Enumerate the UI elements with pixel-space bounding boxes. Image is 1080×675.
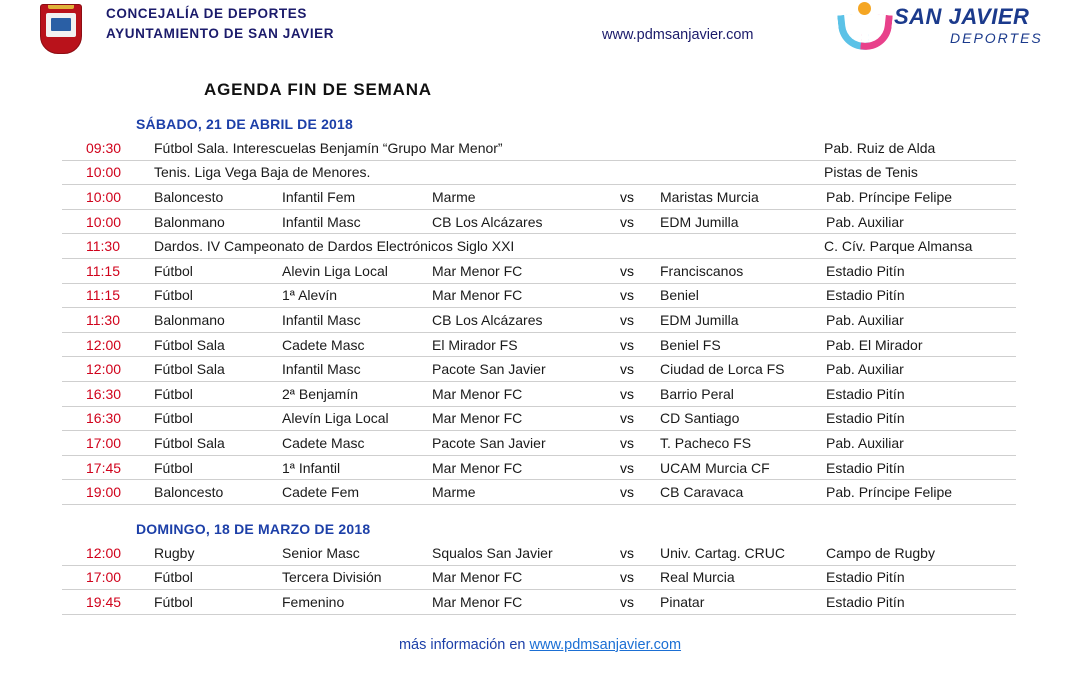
event-home-team: Mar Menor FC [432, 385, 523, 402]
event-home-team: Mar Menor FC [432, 262, 523, 279]
event-list [62, 541, 1016, 615]
event-description: Tenis. Liga Vega Baja de Menores. [154, 164, 371, 181]
department-block [106, 4, 334, 43]
event-row [62, 234, 1016, 259]
event-vs-label: vs [620, 262, 634, 279]
event-row [62, 284, 1016, 309]
event-sport: Fútbol [154, 593, 193, 610]
page-title: AGENDA FIN DE SEMANA [204, 80, 432, 99]
event-description: Dardos. IV Campeonato de Dardos Electrónicos Siglo XXI [154, 238, 515, 255]
event-vs-label: vs [620, 311, 634, 328]
event-vs-label: vs [620, 336, 634, 353]
event-vs-label: vs [620, 287, 634, 304]
event-row [62, 333, 1016, 358]
event-sport: Fútbol [154, 287, 193, 304]
event-away-team: Univ. Cartag. CRUC [660, 544, 785, 561]
event-time: 19:00 [86, 484, 122, 501]
agenda-body [0, 116, 1080, 615]
event-row [62, 308, 1016, 333]
event-time: 17:00 [86, 569, 122, 586]
event-away-team: Franciscanos [660, 262, 744, 279]
day-heading: DOMINGO, 18 DE MARZO DE 2018 [136, 520, 371, 537]
event-row [62, 431, 1016, 456]
event-home-team: Mar Menor FC [432, 287, 523, 304]
logo-word-2: JAVIER [948, 4, 1030, 29]
event-venue: Estadio Pitín [826, 593, 905, 610]
footer [0, 637, 1080, 653]
event-venue: Estadio Pitín [826, 459, 905, 476]
event-category: 1ª Alevín [282, 287, 337, 304]
logo-name [894, 4, 1029, 30]
event-away-team: CB Caravaca [660, 484, 744, 501]
event-time: 10:00 [86, 213, 122, 230]
event-home-team: Pacote San Javier [432, 434, 546, 451]
event-row [62, 382, 1016, 407]
event-category: 1ª Infantil [282, 459, 341, 476]
event-venue: Estadio Pitín [826, 385, 905, 402]
event-sport: Fútbol Sala [154, 434, 225, 451]
event-venue: Pab. Príncipe Felipe [826, 484, 953, 501]
day-section [0, 116, 1080, 505]
crest-icon [40, 4, 80, 52]
event-time: 11:15 [86, 287, 120, 304]
event-row [62, 541, 1016, 566]
event-away-team: Beniel FS [660, 336, 721, 353]
event-time: 17:00 [86, 434, 122, 451]
event-away-team: Pinatar [660, 593, 705, 610]
event-vs-label: vs [620, 213, 634, 230]
event-row [62, 566, 1016, 591]
event-category: Infantil Masc [282, 311, 361, 328]
event-time: 19:45 [86, 593, 122, 610]
event-time: 12:00 [86, 336, 122, 353]
event-venue: C. Cív. Parque Almansa [824, 238, 973, 255]
event-row [62, 210, 1016, 235]
event-away-team: UCAM Murcia CF [660, 459, 770, 476]
logo-subtitle: DEPORTES [950, 30, 1043, 46]
event-sport: Rugby [154, 544, 195, 561]
event-vs-label: vs [620, 593, 634, 610]
event-venue: Estadio Pitín [826, 569, 905, 586]
event-vs-label: vs [620, 385, 634, 402]
event-venue: Pab. Auxiliar [826, 434, 904, 451]
event-row [62, 136, 1016, 161]
event-home-team: Mar Menor FC [432, 593, 523, 610]
event-home-team: El Mirador FS [432, 336, 518, 353]
event-home-team: Mar Menor FC [432, 459, 523, 476]
event-vs-label: vs [620, 459, 634, 476]
event-time: 11:15 [86, 262, 120, 279]
event-venue: Estadio Pitín [826, 287, 905, 304]
event-description: Fútbol Sala. Interescuelas Benjamín “Grupo Mar Menor” [154, 139, 503, 156]
department-line-1: CONCEJALÍA DE DEPORTES [106, 6, 307, 21]
event-time: 10:00 [86, 188, 122, 205]
event-sport: Balonmano [154, 311, 225, 328]
event-category: Alevín Liga Local [282, 410, 389, 427]
footer-website-link[interactable]: www.pdmsanjavier.com [529, 636, 682, 653]
event-vs-label: vs [620, 434, 634, 451]
event-category: Senior Masc [282, 544, 360, 561]
event-home-team: Mar Menor FC [432, 569, 523, 586]
event-category: Infantil Masc [282, 213, 361, 230]
logo-word-1: SAN [894, 4, 942, 29]
event-vs-label: vs [620, 361, 634, 378]
event-vs-label: vs [620, 484, 634, 501]
event-venue: Pab. Auxiliar [826, 311, 904, 328]
event-category: Tercera División [282, 569, 382, 586]
event-venue: Pab. Auxiliar [826, 361, 904, 378]
event-venue: Pab. El Mirador [826, 336, 923, 353]
event-vs-label: vs [620, 569, 634, 586]
event-sport: Baloncesto [154, 188, 224, 205]
event-time: 11:30 [86, 311, 120, 328]
event-sport: Fútbol [154, 410, 193, 427]
event-venue: Pab. Príncipe Felipe [826, 188, 953, 205]
event-row [62, 259, 1016, 284]
event-sport: Fútbol Sala [154, 336, 225, 353]
event-home-team: Pacote San Javier [432, 361, 546, 378]
event-venue: Pab. Auxiliar [826, 213, 904, 230]
event-row [62, 590, 1016, 615]
event-time: 12:00 [86, 544, 122, 561]
event-away-team: Beniel [660, 287, 699, 304]
event-time: 16:30 [86, 385, 122, 402]
event-sport: Balonmano [154, 213, 225, 230]
footer-prefix: más información en [398, 636, 530, 653]
event-away-team: T. Pacheco FS [660, 434, 752, 451]
day-section [0, 521, 1080, 615]
event-venue: Campo de Rugby [826, 544, 935, 561]
event-home-team: Marme [432, 484, 476, 501]
page-header [0, 0, 1080, 62]
event-vs-label: vs [620, 410, 634, 427]
event-venue: Pab. Ruiz de Alda [824, 139, 936, 156]
event-time: 16:30 [86, 410, 122, 427]
event-home-team: Marme [432, 188, 476, 205]
event-time: 17:45 [86, 459, 122, 476]
event-home-team: CB Los Alcázares [432, 311, 543, 328]
event-time: 10:00 [86, 164, 122, 181]
event-row [62, 161, 1016, 186]
event-time: 12:00 [86, 361, 122, 378]
event-category: Cadete Masc [282, 336, 365, 353]
event-home-team: Mar Menor FC [432, 410, 523, 427]
event-sport: Fútbol [154, 569, 193, 586]
event-row [62, 357, 1016, 382]
event-away-team: CD Santiago [660, 410, 740, 427]
event-sport: Fútbol [154, 459, 193, 476]
event-away-team: Barrio Peral [660, 385, 734, 402]
event-time: 09:30 [86, 139, 122, 156]
event-row [62, 456, 1016, 481]
event-vs-label: vs [620, 188, 634, 205]
department-line-2: AYUNTAMIENTO DE SAN JAVIER [106, 25, 335, 41]
event-venue: Estadio Pitín [826, 410, 905, 427]
event-category: Cadete Masc [282, 434, 365, 451]
event-away-team: Ciudad de Lorca FS [660, 361, 785, 378]
event-row [62, 407, 1016, 432]
event-row [62, 480, 1016, 505]
event-away-team: Maristas Murcia [660, 188, 759, 205]
event-row [62, 185, 1016, 210]
header-website-url[interactable]: www.pdmsanjavier.com [602, 27, 754, 43]
event-time: 11:30 [86, 238, 120, 255]
event-category: Infantil Fem [282, 188, 356, 205]
event-sport: Fútbol Sala [154, 361, 225, 378]
event-away-team: EDM Jumilla [660, 213, 739, 230]
event-venue: Pistas de Tenis [824, 164, 918, 181]
event-sport: Fútbol [154, 262, 193, 279]
event-category: Femenino [282, 593, 345, 610]
event-category: Alevin Liga Local [282, 262, 388, 279]
event-home-team: Squalos San Javier [432, 544, 553, 561]
san-javier-deportes-logo [838, 0, 1043, 54]
event-away-team: EDM Jumilla [660, 311, 739, 328]
event-venue: Estadio Pitín [826, 262, 905, 279]
event-sport: Baloncesto [154, 484, 224, 501]
day-heading: SÁBADO, 21 DE ABRIL DE 2018 [136, 116, 354, 132]
event-home-team: CB Los Alcázares [432, 213, 543, 230]
event-category: Infantil Masc [282, 361, 361, 378]
event-sport: Fútbol [154, 385, 193, 402]
event-category: 2ª Benjamín [282, 385, 359, 402]
logo-mark-icon [838, 2, 888, 50]
event-away-team: Real Murcia [660, 569, 735, 586]
event-vs-label: vs [620, 544, 634, 561]
event-category: Cadete Fem [282, 484, 360, 501]
event-list [62, 136, 1016, 505]
